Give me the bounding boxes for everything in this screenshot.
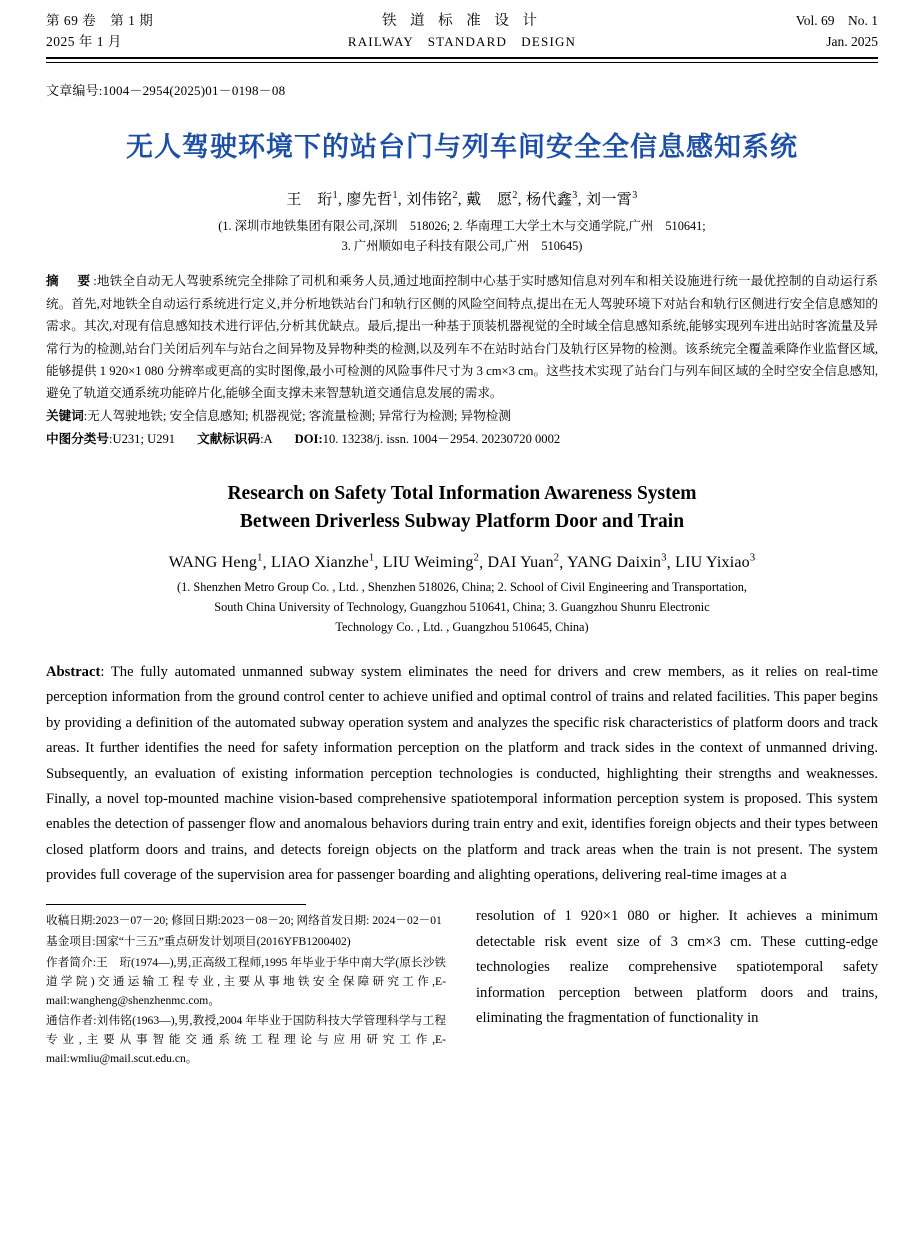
doi-value: 10. 13238/j. issn. 1004－2954. 20230720 0002 [322, 431, 561, 446]
page-title-cn: 无人驾驶环境下的站台门与列车间安全全信息感知系统 [126, 131, 798, 162]
footnote-divider [46, 904, 306, 905]
author-affil-mark: 2 [553, 552, 560, 564]
authors-en: WANG Heng$^1$, LIAO Xianzhe$^1$, LIU Weiming$^2$, DAI Yuan$^2$, YANG Daixin$^3$, LIU Yixiao$^3$ [168, 552, 756, 572]
abstract-en [46, 660, 878, 889]
footnotes [46, 912, 446, 1068]
classification-line [46, 428, 878, 451]
clc-label: 中图分类号 [46, 431, 109, 446]
abstract-cn-text: :地铁全自动无人驾驶系统完全排除了司机和乘务人员,通过地面控制中心基于实时感知信息对列车和相关设施进行统一最优控制的自动运行系统。首先,对地铁全自动运行系统进行定义,并分析地铁站台门和轨行区侧的风险空间特点,提出在无人驾驶环境下对站台和轨行区侧进行安全信息感知的需求。其次,对现有信息感知技术进行评估,分析其优缺点。最后,提出一种基于顶装机器视觉的全时域全信息感知系统,能够实现列车进出站时客流量及异常行为的检测,站台门关闭后列车与站台之间异物及异物种类的检测,以及列车不在站时站台门及轨行区异物的检测。该系统完全覆盖乘降作业监督区域,能够提供 1 920×1 080 分辨率或更高的实时图像,最小可检测的风险事件尺寸为 3 cm×3 cm。这些技术实现了站台门与列车间区域的全时空安全信息感知,避免了轨道交通系统功能碎片化,能够全面支撑未来智慧轨道交通信息发展的需求。 [46, 274, 878, 401]
author-affil-mark: 1 [368, 552, 375, 564]
doi-label: DOI: [294, 431, 323, 446]
footnote-corresponding-author: 通信作者:刘伟铭(1963—),男,教授,2004 年毕业于国防科技大学管理科学与工程专业,主要从事智能交通系统工程理论与应用研究工作,E-mail:wmliu@mail.scut.edu.cn。 [46, 1014, 446, 1065]
page-title-en [46, 480, 878, 537]
author-affil-mark: 2 [452, 189, 458, 201]
affiliation-line: South China University of Technology, Guangzhou 510641, China; 3. Guangzhou Shunru Electronic [214, 600, 710, 615]
issue-date-cn: 2025 年 1 月 [46, 34, 122, 50]
author-cn: 戴 愿$^2$ [466, 189, 518, 208]
keywords-cn-label: 关键词 [46, 408, 84, 423]
keywords-cn-text: :无人驾驶地铁; 安全信息感知; 机器视觉; 客流量检测; 异常行为检测; 异物检测 [83, 408, 511, 423]
author-affil-mark: 2 [473, 552, 480, 564]
author-en: WANG Heng$^1$ [168, 552, 263, 572]
author-en: LIU Yixiao$^3$ [675, 552, 756, 572]
affiliations-cn [46, 216, 878, 257]
running-head-row-1 [46, 10, 878, 32]
author-cn: 刘一霄$^3$ [586, 189, 638, 208]
doc-code-label: 文献标识码 [197, 431, 261, 446]
abstract-en-continued: resolution of 1 920×1 080 or higher. It achieves a minimum detectable risk event size of 3 cm×3 cm. These cutting-edge technologies realize comprehensive spatiotemporal safety information perception between platform doors and trains, eliminating the fragmentation of functionality in [476, 908, 878, 1027]
author-cn: 王 珩$^1$ [286, 189, 338, 208]
footnote-column [46, 904, 446, 1070]
journal-title-en: RAILWAY STANDARD DESIGN [347, 34, 577, 50]
title-en-line: Research on Safety Total Information Awareness System [227, 483, 697, 505]
abstract-en-text: : The fully automated unmanned subway system eliminates the need for drivers and crew members, as it relies on real-time perception information from the ground control center to achieve unified and optimal control of trains and related facilities. This paper begins by providing a definition of the automated subway operation system and analyzes the specific risk characteristics of platform doors and track areas. It further identifies the need for safety information perception on the platform and track sides in the context of unmanned driving. Subsequently, an evaluation of existing information perception technologies is conducted, highlighting their strengths and weaknesses. Finally, a novel top-mounted machine vision-based comprehensive spatiotemporal information perception system is proposed. This system enables the detection of passenger flow and anomalous behaviors during train entry and exit, identifies foreign objects and their types between closed platform doors and trains, and detects foreign objects on the platform and track areas when the train is not present. The system provides full coverage of the supervision area for passenger boarding and alighting operations, delivering real-time images at a [46, 663, 878, 884]
author-affil-mark: 1 [392, 189, 398, 201]
affiliation-line: Technology Co. , Ltd. , Guangzhou 510645, China) [335, 620, 589, 635]
author-affil-mark: 2 [512, 189, 518, 201]
doc-code-value: :A [260, 431, 273, 446]
running-head-row-2 [46, 32, 878, 53]
article-number: 文章编号:1004－2954(2025)01－0198－08 [46, 82, 286, 98]
footnote-funding: 基金项目:国家“十三五”重点研发计划项目(2016YFB1200402) [46, 935, 351, 949]
abstract-en-label: Abstract [46, 663, 101, 680]
header-divider [46, 57, 878, 63]
affiliation-line: (1. Shenzhen Metro Group Co. , Ltd. , Shenzhen 518026, China; 2. School of Civil Engineering and Transportation, [176, 580, 748, 595]
affiliation-line: 3. 广州顺如电子科技有限公司,广州 510645) [341, 239, 583, 254]
keywords-cn [46, 405, 878, 428]
issue-date-en: Jan. 2025 [826, 34, 878, 50]
authors-cn: 王 珩$^1$, 廖先哲$^1$, 刘伟铭$^2$, 戴 愿$^2$, 杨代鑫$^3$, 刘一霄$^3$ [286, 189, 638, 208]
author-en: YANG Daixin$^3$ [567, 552, 667, 572]
clc-value: :U231; U291 [108, 431, 176, 446]
journal-title-cn: 铁 道 标 准 设 计 [381, 13, 543, 29]
author-cn: 廖先哲$^1$ [346, 189, 398, 208]
abstract-cn-label: 摘 要 [46, 274, 94, 289]
abstract-cn [46, 270, 878, 404]
volume-issue-en: Vol. 69 No. 1 [795, 13, 878, 28]
author-affil-mark: 1 [257, 552, 263, 564]
author-affil-mark: 3 [572, 189, 578, 201]
author-en: LIU Weiming$^2$ [382, 552, 480, 572]
volume-issue-cn: 第 69 卷 第 1 期 [46, 13, 154, 28]
affiliation-line: (1. 深圳市地铁集团有限公司,深圳 518026; 2. 华南理工大学土木与交通学院,广州 510641; [218, 218, 706, 233]
footnote-dates: 收稿日期:2023－07－20; 修回日期:2023－08－20; 网络首发日期: 2024－02－01 [46, 914, 442, 928]
author-en: LIAO Xianzhe$^1$ [271, 552, 375, 572]
title-en-line: Between Driverless Subway Platform Door and Train [239, 511, 685, 533]
author-affil-mark: 3 [661, 552, 667, 564]
running-head [46, 0, 878, 63]
author-cn: 杨代鑫$^3$ [526, 189, 578, 208]
author-affil-mark: 1 [332, 189, 338, 201]
footnote-author-bio: 作者简介:王 珩(1974—),男,正高级工程师,1995 年毕业于华中南大学(原长沙铁道学院)交通运输工程专业,主要从事地铁安全保障研究工作,E-mail:wangheng@shenzhenmc.com。 [46, 956, 446, 1007]
author-affil-mark: 3 [749, 552, 756, 564]
author-en: DAI Yuan$^2$ [487, 552, 560, 572]
author-affil-mark: 3 [632, 189, 638, 201]
affiliations-en [46, 578, 878, 638]
author-cn: 刘伟铭$^2$ [406, 189, 458, 208]
page-bottom [46, 904, 878, 1070]
